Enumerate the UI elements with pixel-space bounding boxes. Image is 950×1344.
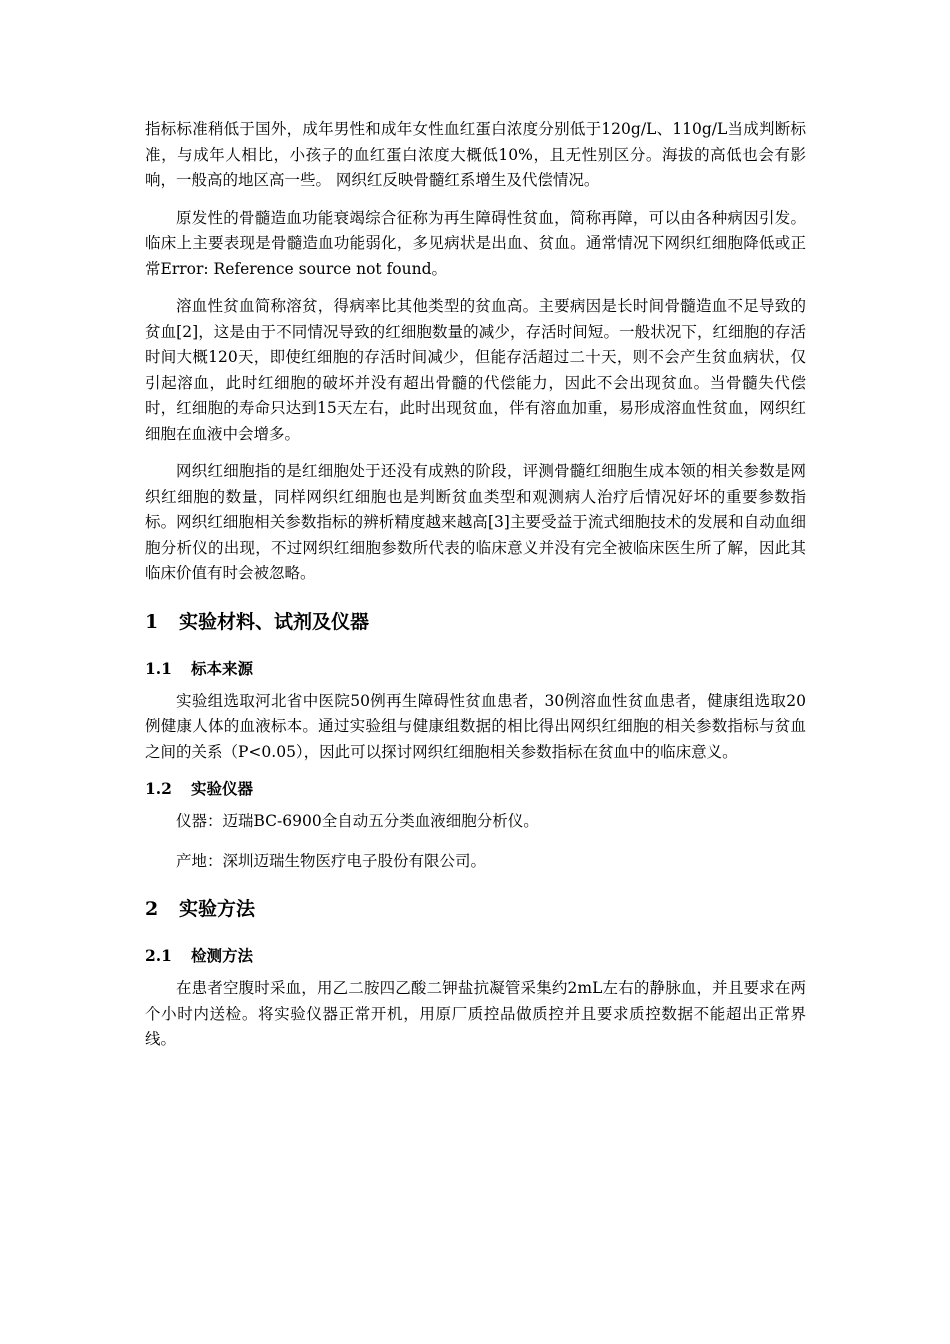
paragraph-origin: 产地：深圳迈瑞生物医疗电子股份有限公司。	[176, 851, 487, 870]
paragraph-specimen-source: 实验组选取河北省中医院50例再生障碍性贫血患者，30例溶血性贫血患者，健康组选取20例健康人体的血液标本。通过实验组与健康组数据的相比得出网织红细胞的相关参数指标与贫血之间的关系（P<0.05），因此可以探讨网织红细胞相关参数指标在贫血中的临床意义。	[145, 691, 806, 761]
subsection-title: 检测方法	[191, 946, 254, 965]
paragraph-hemolytic-anemia: 溶血性贫血简称溶贫，得病率比其他类型的贫血高。主要病因是长时间骨髓造血不足导致的贫血[2]，这是由于不同情况导致的红细胞数量的减少，存活时间短。一般状况下，红细胞的存活时间大概120天，即使红细胞的存活时间减少，但能存活超过二十天，则不会产生贫血病状，仅引起溶血，此时红细胞的破坏并没有超出骨髓的代偿能力，因此不会出现贫血。当骨髓失代偿时，红细胞的寿命只达到15天左右，此时出现贫血，伴有溶血加重，易形成溶血性贫血，网织红细胞在血液中会增多。	[145, 297, 806, 443]
paragraph-reticulocyte: 网织红细胞指的是红细胞处于还没有成熟的阶段，评测骨髓红细胞生成本领的相关参数是网织红细胞的数量，同样网织红细胞也是判断贫血类型和观测病人治疗后情况好坏的重要参数指标。网织红细胞相关参数指标的辨析精度越来越高[3]主要受益于流式细胞技术的发展和自动血细胞分析仪的出现，不过网织红细胞参数所代表的临床意义并没有完全被临床医生所了解，因此其临床价值有时会被忽略。	[145, 462, 806, 582]
subsection-heading-1-1	[145, 657, 806, 681]
subsection-number: 1.1	[145, 658, 172, 678]
section-title: 实验材料、试剂及仪器	[179, 610, 370, 633]
paragraph-instrument: 仪器：迈瑞BC-6900全自动五分类血液细胞分析仪。	[176, 812, 539, 830]
subsection-number: 2.1	[145, 946, 172, 965]
paragraph-aplastic-anemia: 原发性的骨髓造血功能衰竭综合征称为再生障碍性贫血，简称再障，可以由各种病因引发。临床上主要表现是骨髓造血功能弱化，多见病状是出血、贫血。通常情况下网织红细胞降低或正常Error: Reference source not found。	[145, 208, 806, 278]
subsection-title: 实验仪器	[191, 779, 254, 798]
paragraph-hemoglobin-standard: 指标标准稍低于国外，成年男性和成年女性血红蛋白浓度分别低于120g/L、110g/L当成判断标准，与成年人相比，小孩子的血红蛋白浓度大概低10%，且无性别区分。海拔的高低也会有影响，一般高的地区高一些。 网织红反映骨髓红系增生及代偿情况。	[145, 120, 806, 189]
paragraph-detection-method: 在患者空腹时采血，用乙二胺四乙酸二钾盐抗凝管采集约2mL左右的静脉血，并且要求在两个小时内送检。将实验仪器正常开机，用原厂质控品做质控并且要求质控数据不能超出正常界线。	[145, 979, 806, 1048]
subsection-number: 1.2	[145, 779, 172, 798]
section-title: 实验方法	[179, 898, 256, 920]
section-number: 1	[145, 610, 159, 633]
subsection-title: 标本来源	[191, 658, 254, 678]
section-heading-1	[145, 609, 806, 635]
document-body	[145, 117, 806, 1065]
section-number: 2	[145, 898, 159, 920]
section-heading-2	[145, 896, 806, 922]
subsection-heading-2-1	[145, 944, 806, 968]
subsection-heading-1-2	[145, 777, 806, 801]
